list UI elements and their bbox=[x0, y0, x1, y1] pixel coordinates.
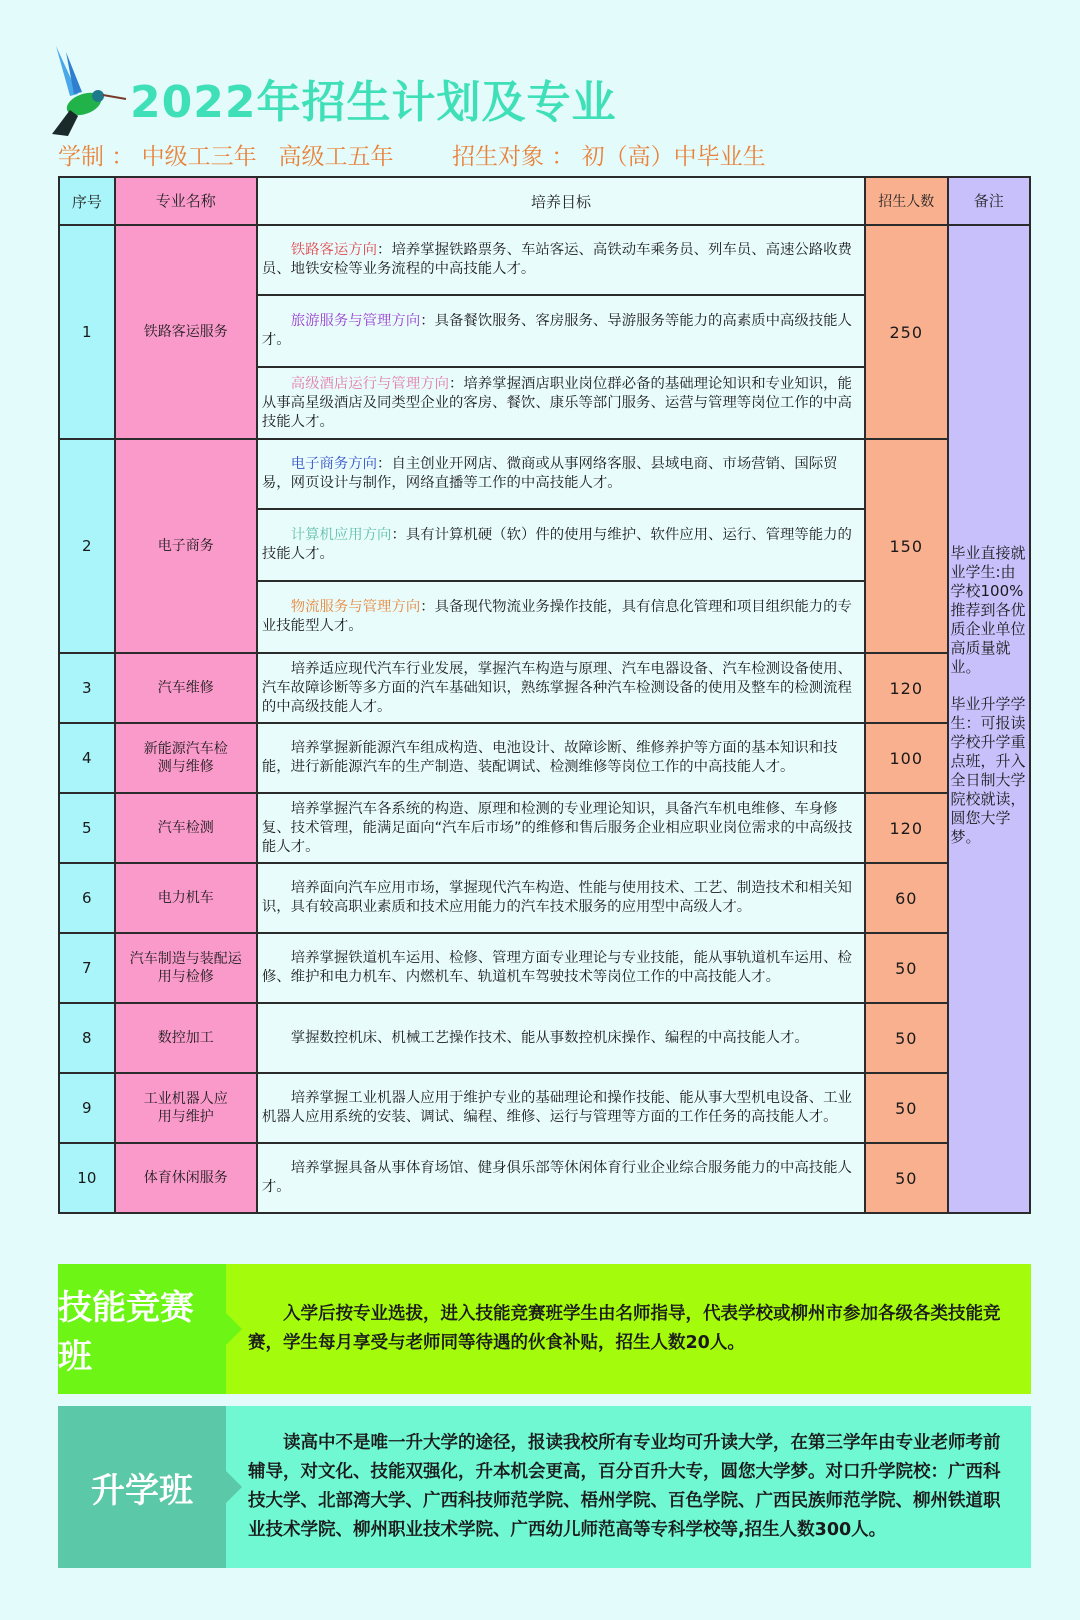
row-no: 2 bbox=[59, 439, 115, 653]
direction-text: ：具备现代物流业务操作技能，具有信息化管理和项目组织能力的专业技能型人才。 bbox=[261, 599, 852, 634]
table-row bbox=[59, 793, 1030, 863]
row-count: 150 bbox=[865, 439, 947, 653]
sub-direction bbox=[258, 440, 864, 510]
table-row bbox=[59, 439, 1030, 653]
header-count: 招生人数 bbox=[865, 177, 947, 225]
row-goal bbox=[257, 793, 865, 863]
direction-text: ：具备餐饮服务、客房服务、导游服务等能力的高素质中高级技能人才。 bbox=[261, 313, 852, 348]
direction-label: 计算机应用方向 bbox=[290, 527, 392, 543]
row-goal bbox=[257, 225, 865, 439]
note-employment: 毕业直接就业学生:由学校100%推荐到各优质企业单位高质量就业。 bbox=[950, 544, 1026, 676]
row-no: 1 bbox=[59, 225, 115, 439]
row-goal bbox=[257, 723, 865, 793]
hummingbird-icon bbox=[48, 44, 128, 139]
row-count: 60 bbox=[865, 863, 947, 933]
goal-text: 掌握数控机床、机械工艺操作技术、能从事数控机床操作、编程的中高技能人才。 bbox=[290, 1029, 809, 1046]
header-note: 备注 bbox=[948, 177, 1031, 225]
table-row bbox=[59, 863, 1030, 933]
row-goal bbox=[257, 1003, 865, 1073]
row-goal bbox=[257, 863, 865, 933]
row-count: 250 bbox=[865, 225, 947, 439]
row-name: 工业机器人应用与维护 bbox=[115, 1073, 257, 1143]
row-count: 120 bbox=[865, 653, 947, 723]
row-goal bbox=[257, 933, 865, 1003]
sub-direction bbox=[258, 226, 864, 296]
table-row bbox=[59, 225, 1030, 439]
row-name: 电子商务 bbox=[115, 439, 257, 653]
row-name: 汽车维修 bbox=[115, 653, 257, 723]
note-further-study: 毕业升学学生：可报读学校升学重点班，升入全日制大学院校就读，圆您大学梦。 bbox=[950, 695, 1026, 846]
row-count: 50 bbox=[865, 1003, 947, 1073]
row-no: 10 bbox=[59, 1143, 115, 1213]
direction-text: ：自主创业开网店、微商或从事网络客服、县域电商、市场营销、国际贸易，网页设计与制作，网络直播等工作的中高技能人才。 bbox=[261, 456, 838, 491]
goal-text: 培养掌握工业机器人应用于维护专业的基础理论和操作技能、能从事大型机电设备、工业机器人应用系统的安装、调试、编程、维修、运行与管理等方面的工作任务的高技能人才。 bbox=[261, 1090, 852, 1125]
row-goal bbox=[257, 653, 865, 723]
page-title: 2022年招生计划及专业 bbox=[130, 77, 617, 128]
direction-text: ：具有计算机硬（软）件的使用与维护、软件应用、运行、管理等能力的技能人才。 bbox=[261, 527, 852, 562]
goal-text: 培养适应现代汽车行业发展，掌握汽车构造与原理、汽车电器设备、汽车检测设备使用、汽车故障诊断等多方面的汽车基础知识，熟练掌握各种汽车检测设备的使用及整车的检测流程的中高级技能人才。 bbox=[261, 660, 852, 715]
row-no: 4 bbox=[59, 723, 115, 793]
row-name: 数控加工 bbox=[115, 1003, 257, 1073]
row-goal bbox=[257, 1073, 865, 1143]
sub-direction bbox=[258, 296, 864, 368]
header-name: 专业名称 bbox=[115, 177, 257, 225]
row-name: 汽车制造与装配运用与检修 bbox=[115, 933, 257, 1003]
goal-text: 培养掌握新能源汽车组成构造、电池设计、故障诊断、维修养护等方面的基本知识和技能，进行新能源汽车的生产制造、装配调试、检测维修等岗位工作的中高技能人才。 bbox=[261, 740, 838, 775]
row-count: 50 bbox=[865, 933, 947, 1003]
direction-text: ：培养掌握酒店职业岗位群必备的基础理论知识和专业知识，能从事高星级酒店及同类型企业的客房、餐饮、康乐等部门服务、运营与管理等岗位工作的中高技能人才。 bbox=[261, 375, 852, 430]
skills-class-text: 入学后按专业选拔，进入技能竞赛班学生由名师指导，代表学校或柳州市参加各级各类技能竞赛，学生每月享受与老师同等待遇的伙食补贴，招生人数20人。 bbox=[248, 1304, 1001, 1353]
header-no: 序号 bbox=[59, 177, 115, 225]
enrollment-table bbox=[58, 176, 1031, 1214]
direction-label: 电子商务方向 bbox=[290, 456, 378, 472]
table-row bbox=[59, 1073, 1030, 1143]
row-count: 50 bbox=[865, 1143, 947, 1213]
row-name: 电力机车 bbox=[115, 863, 257, 933]
row-goal bbox=[257, 439, 865, 653]
row-no: 9 bbox=[59, 1073, 115, 1143]
row-no: 5 bbox=[59, 793, 115, 863]
sub-direction bbox=[258, 510, 864, 582]
table-row bbox=[59, 933, 1030, 1003]
direction-label: 旅游服务与管理方向 bbox=[290, 313, 421, 329]
table-row bbox=[59, 653, 1030, 723]
further-study-class bbox=[58, 1406, 1031, 1568]
direction-label: 物流服务与管理方向 bbox=[290, 599, 421, 615]
row-name: 汽车检测 bbox=[115, 793, 257, 863]
further-study-label: 升学班 bbox=[58, 1406, 226, 1568]
sub-direction bbox=[258, 368, 864, 438]
sub-direction bbox=[258, 582, 864, 652]
goal-text: 培养掌握铁道机车运用、检修、管理方面专业理论与专业技能，能从事轨道机车运用、检修、维护和电力机车、内燃机车、轨道机车驾驶技术等岗位工作的中高技能人才。 bbox=[261, 950, 852, 985]
row-no: 6 bbox=[59, 863, 115, 933]
row-count: 120 bbox=[865, 793, 947, 863]
goal-text: 培养掌握汽车各系统的构造、原理和检测的专业理论知识，具备汽车机电维修、车身修复、技术管理，能满足面向“汽车后市场”的维修和售后服务企业相应职业岗位需求的中高级技能人才。 bbox=[261, 800, 853, 855]
row-name: 铁路客运服务 bbox=[115, 225, 257, 439]
note-cell bbox=[948, 225, 1031, 1213]
table-header-row bbox=[59, 177, 1030, 225]
header-goal: 培养目标 bbox=[257, 177, 865, 225]
table-row bbox=[59, 723, 1030, 793]
direction-label: 高级酒店运行与管理方向 bbox=[290, 375, 449, 392]
row-no: 8 bbox=[59, 1003, 115, 1073]
row-no: 7 bbox=[59, 933, 115, 1003]
row-count: 50 bbox=[865, 1073, 947, 1143]
goal-text: 培养面向汽车应用市场，掌握现代汽车构造、性能与使用技术、工艺、制造技术和相关知识，具有较高职业素质和技术应用能力的汽车技术服务的应用型中高级人才。 bbox=[261, 880, 852, 915]
row-goal bbox=[257, 1143, 865, 1213]
direction-label: 铁路客运方向 bbox=[290, 242, 378, 258]
table-row bbox=[59, 1003, 1030, 1073]
row-count: 100 bbox=[865, 723, 947, 793]
enrollment-info: 学制 ： 中级工三年 高级工五年 招生对象 ： 初（高）中毕业生 bbox=[58, 144, 766, 170]
further-study-text: 读高中不是唯一升大学的途径，报读我校所有专业均可升读大学，在第三学年由专业老师考前辅导，对文化、技能双强化，升本机会更高，百分百升大专，圆您大学梦。对口升学院校：广西科技大学、北部湾大学、广西科技师范学院、梧州学院、百色学院、广西民族师范学院、柳州铁道职业技术学院、柳州职业技术学院、广西幼儿师范高等专科学校等,招生人数300人。 bbox=[248, 1433, 1001, 1540]
direction-text: ：培养掌握铁路票务、车站客运、高铁动车乘务员、列车员、高速公路收费员、地铁安检等业务流程的中高技能人才。 bbox=[261, 242, 852, 277]
row-no: 3 bbox=[59, 653, 115, 723]
row-name: 体育休闲服务 bbox=[115, 1143, 257, 1213]
goal-text: 培养掌握具备从事体育场馆、健身俱乐部等休闲体育行业企业综合服务能力的中高技能人才。 bbox=[261, 1160, 852, 1195]
table-row bbox=[59, 1143, 1030, 1213]
row-name: 新能源汽车检测与维修 bbox=[115, 723, 257, 793]
skills-class-label: 技能竞赛班 bbox=[58, 1264, 226, 1394]
skills-competition-class bbox=[58, 1264, 1031, 1394]
